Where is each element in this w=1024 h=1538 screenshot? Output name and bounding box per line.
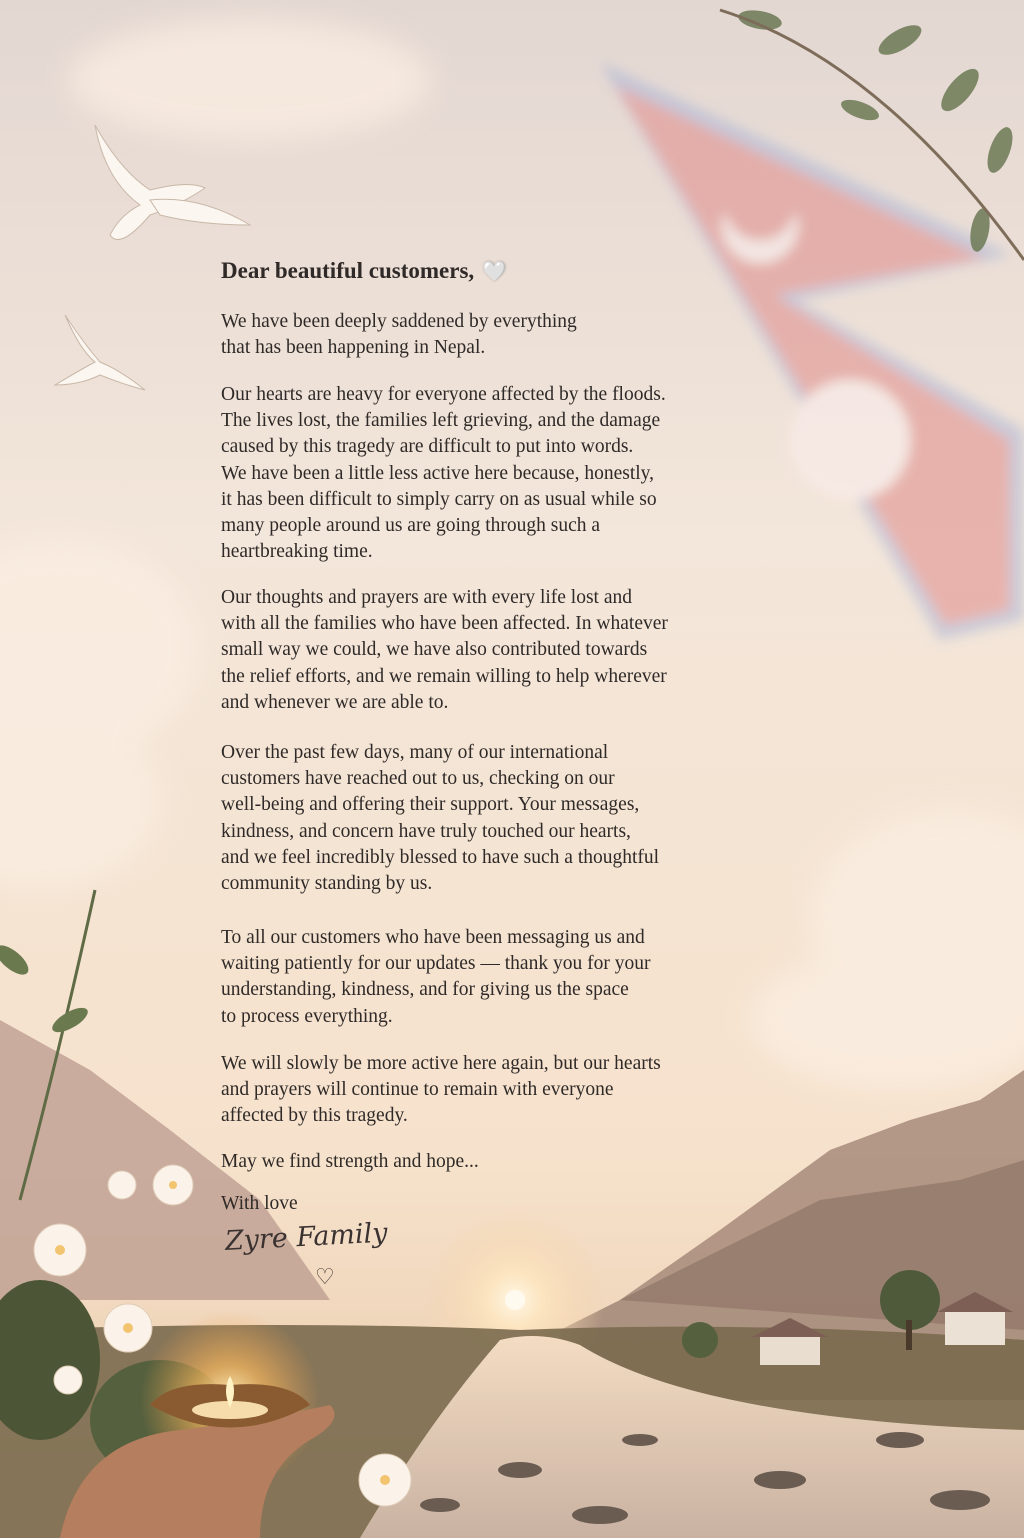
paragraph-line: it has been difficult to simply carry on as usual while so [221, 488, 657, 510]
signature: Zyre Family [224, 1217, 389, 1257]
paragraph-line: the relief efforts, and we remain willing to help wherever [221, 665, 667, 687]
paragraph-line: We have been a little less active here because, honestly, [221, 462, 655, 484]
paragraph-line: well-being and offering their support. Your messages, [221, 794, 640, 816]
paragraph-line: The lives lost, the families left grieving, and the damage [221, 410, 661, 432]
paragraph-line: heartbreaking time. [221, 541, 373, 563]
paragraph-line: many people around us are going through such a [221, 515, 601, 537]
paragraph [221, 309, 761, 361]
closing-text: With love [221, 1193, 298, 1214]
paragraph-line: that has been happening in Nepal. [221, 337, 486, 359]
white-heart-emoji: 🤍 [482, 261, 508, 283]
paragraph-line: Our hearts are heavy for everyone affected by the floods. [221, 384, 666, 405]
paragraph-line: community standing by us. [221, 873, 433, 895]
greeting-heading [221, 256, 507, 287]
paragraph-line: To all our customers who have been messaging us and [221, 927, 645, 948]
paragraph-line: We will slowly be more active here again, but our hearts [221, 1053, 661, 1074]
paragraph-line: small way we could, we have also contributed towards [221, 639, 648, 661]
paragraph-line: affected by this tragedy. [221, 1105, 408, 1127]
paragraph-line: waiting patiently for our updates — thank you for your [221, 953, 651, 975]
paragraph [221, 382, 761, 565]
paragraph-line: and whenever we are able to. [221, 691, 449, 713]
greeting-text: Dear beautiful customers, [221, 258, 475, 283]
paragraph-line: and we feel incredibly blessed to have such a thoughtful [221, 846, 660, 868]
paragraph-line: customers have reached out to us, checking on our [221, 768, 615, 790]
heart-icon: ♡ [315, 1264, 335, 1289]
paragraph [221, 585, 761, 716]
paragraph-line: understanding, kindness, and for giving us the space [221, 979, 629, 1001]
paragraph [221, 925, 761, 1030]
paragraph [221, 740, 761, 897]
paragraph-line: We have been deeply saddened by everything [221, 311, 577, 332]
paragraph-line: Our thoughts and prayers are with every life lost and [221, 587, 633, 608]
paragraph-line: May we find strength and hope... [221, 1151, 479, 1172]
paragraph-line: caused by this tragedy are difficult to put into words. [221, 436, 634, 458]
paragraph-line: kindness, and concern have truly touched our hearts, [221, 820, 631, 842]
paragraph-line: with all the families who have been affected. In whatever [221, 613, 668, 635]
paragraph-line: and prayers will continue to remain with everyone [221, 1079, 614, 1101]
paragraph-line: Over the past few days, many of our international [221, 742, 609, 763]
paragraph [221, 1149, 761, 1175]
paragraph [221, 1051, 761, 1130]
paragraph-line: to process everything. [221, 1005, 393, 1027]
